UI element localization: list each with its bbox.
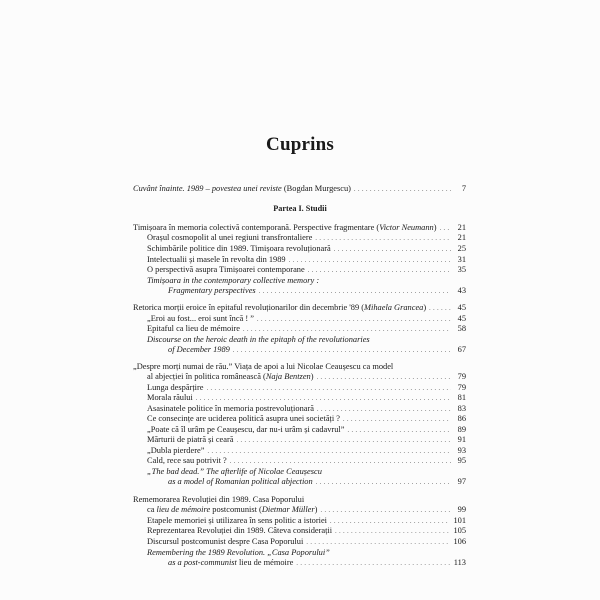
- toc-item-label: „Eroi au fost... eroi sunt încă ! ”: [147, 314, 254, 323]
- leader-dots: [243, 324, 451, 335]
- page-number: 99: [457, 505, 466, 514]
- summary-label: as a post-communist: [168, 558, 237, 567]
- toc-item[interactable]: [147, 435, 466, 446]
- leader-dots: [335, 526, 450, 537]
- part-heading: Partea I. Studii: [273, 204, 327, 213]
- page-number: 105: [453, 526, 466, 535]
- section-title-end: ): [433, 223, 437, 232]
- leader-dots: [315, 233, 451, 244]
- page-number: 101: [453, 516, 466, 525]
- leader-dots: [354, 184, 451, 195]
- page-number: 45: [457, 314, 466, 323]
- page-number: 45: [457, 303, 466, 312]
- toc-item[interactable]: [147, 244, 466, 255]
- section-author: Victor Neumann: [379, 223, 434, 232]
- toc-summary[interactable]: [168, 345, 466, 356]
- leader-dots: [196, 393, 451, 404]
- toc-item[interactable]: [147, 265, 466, 276]
- toc-item-label: Schimbările politice din 1989. Timișoara revoluționară: [147, 244, 331, 253]
- leader-dots: [237, 435, 452, 446]
- summary-line: Timișoara in the contemporary collective memory :: [147, 276, 320, 285]
- toc-item-label: Cald, rece sau potrivit ?: [147, 456, 227, 465]
- page-number: 83: [457, 404, 466, 413]
- page-number: 7: [461, 184, 466, 193]
- toc-item-label: Morala răului: [147, 393, 193, 402]
- leader-dots: [320, 505, 451, 516]
- page-number: 43: [457, 286, 466, 295]
- page-number: 21: [457, 233, 466, 242]
- leader-dots: [233, 345, 451, 356]
- page-number: 21: [457, 223, 466, 232]
- toc-summary[interactable]: [168, 286, 466, 297]
- toc-section-4[interactable]: [147, 505, 466, 516]
- leader-dots: [343, 414, 451, 425]
- summary-line: Discourse on the heroic death in the epitaph of the revolutionaries: [147, 335, 370, 344]
- toc-item[interactable]: [147, 233, 466, 244]
- toc-item[interactable]: [147, 537, 466, 548]
- toc-item-label: „Dubla pierdere”: [147, 446, 205, 455]
- toc-section-2[interactable]: [133, 303, 466, 314]
- section-title-italic: lieu de mémoire: [156, 505, 211, 514]
- section-title-end: ): [310, 372, 314, 381]
- toc-item-label: Orașul cosmopolit al unei regiuni transfrontaliere: [147, 233, 313, 242]
- toc-item-label: „Poate că îl urâm pe Ceaușescu, dar nu-i urâm și cadavrul”: [147, 425, 345, 434]
- toc-item[interactable]: [147, 414, 466, 425]
- toc-summary[interactable]: [168, 477, 466, 488]
- toc-item-label: Discursul postcomunist despre Casa Poporului: [147, 537, 304, 546]
- toc-item[interactable]: [147, 526, 466, 537]
- section-title-end: ): [423, 303, 427, 312]
- summary-label: Fragmentary perspectives: [168, 286, 256, 295]
- leader-dots: [230, 456, 451, 467]
- section-title: Timișoara în memoria colectivă contemporană. Perspective fragmentare (: [133, 223, 380, 232]
- page-number: 79: [457, 383, 466, 392]
- page-number: 25: [457, 244, 466, 253]
- leader-dots: [306, 537, 450, 548]
- section-author: Mihaela Grancea: [364, 303, 424, 312]
- leader-dots: [316, 477, 451, 488]
- section-author: Naja Bentzen: [265, 372, 311, 381]
- page-number: 93: [457, 446, 466, 455]
- leader-dots: [334, 244, 451, 255]
- page-number: 86: [457, 414, 466, 423]
- intro-author: (Bogdan Murgescu): [283, 184, 351, 193]
- page-number: 67: [457, 345, 466, 354]
- toc-section-4-title[interactable]: Rememorarea Revoluției din 1989. Casa Poporului: [133, 495, 305, 504]
- page-number: 97: [457, 477, 466, 486]
- page-number: 81: [457, 393, 466, 402]
- toc-item-label: Asasinatele politice în memoria postrevoluționară: [147, 404, 314, 413]
- page-number: 31: [457, 255, 466, 264]
- intro-title: Cuvânt înainte. 1989 – povestea unei reviste: [133, 184, 282, 193]
- page-number: 113: [453, 558, 466, 567]
- toc-item-label: Lunga despărțire: [147, 383, 204, 392]
- toc-item-label: Reprezentarea Revoluției din 1989. Câteva considerații: [147, 526, 333, 535]
- page-number: 79: [457, 372, 466, 381]
- toc-summary[interactable]: [168, 558, 466, 569]
- page-number: 91: [457, 435, 466, 444]
- section-title: al abjecției în politica românească (: [147, 372, 266, 381]
- page-number: 35: [457, 265, 466, 274]
- leader-dots: [259, 286, 451, 297]
- toc-section-3[interactable]: [147, 372, 466, 383]
- summary-line: „The bad dead.” The afterlife of Nicolae Ceaușescu: [147, 467, 322, 476]
- section-title: Retorica morții eroice în epitaful revoluționarilor din decembrie '89 (: [133, 303, 365, 312]
- leader-dots: [308, 265, 451, 276]
- toc-item[interactable]: [147, 324, 466, 335]
- page-number: 89: [457, 425, 466, 434]
- page-title: Cuprins: [266, 134, 334, 155]
- summary-label: of December 1989: [168, 345, 230, 354]
- toc-entry-intro[interactable]: [133, 184, 466, 195]
- toc-item-label: O perspectivă asupra Timișoarei contemporane: [147, 265, 305, 274]
- section-title: ca: [147, 505, 157, 514]
- toc-item-label: Intelectualii și masele în revolta din 1989: [147, 255, 286, 264]
- summary-label-rest: lieu de mémoire: [236, 558, 294, 567]
- summary-label: as a model of Romanian political abjection: [168, 477, 313, 486]
- leader-dots: [296, 558, 450, 569]
- toc-item[interactable]: [147, 393, 466, 404]
- summary-line: Remembering the 1989 Revolution. „Casa Poporului”: [147, 548, 330, 557]
- toc-item-label: Mărturii de piatră și ceară: [147, 435, 234, 444]
- toc-section-3-title[interactable]: „Despre morți numai de rău.” Viața de apoi a lui Nicolae Ceaușescu ca model: [133, 362, 394, 371]
- section-author: Dietmar Müller: [261, 505, 315, 514]
- section-title-end: ): [314, 505, 318, 514]
- page-number: 58: [457, 324, 466, 333]
- leader-dots: [317, 372, 451, 383]
- toc-item[interactable]: [147, 456, 466, 467]
- toc-item-label: Epitaful ca lieu de mémoire: [147, 324, 241, 333]
- leader-dots: [429, 303, 451, 314]
- section-title-mid: postcomunist (: [210, 505, 262, 514]
- page-number: 106: [453, 537, 466, 546]
- toc-item-label: Ce consecințe are uciderea politică asupra unei societăți ?: [147, 414, 340, 423]
- toc-item-label: Etapele memoriei și utilizarea în sens politic a istoriei: [147, 516, 328, 525]
- page-number: 95: [457, 456, 466, 465]
